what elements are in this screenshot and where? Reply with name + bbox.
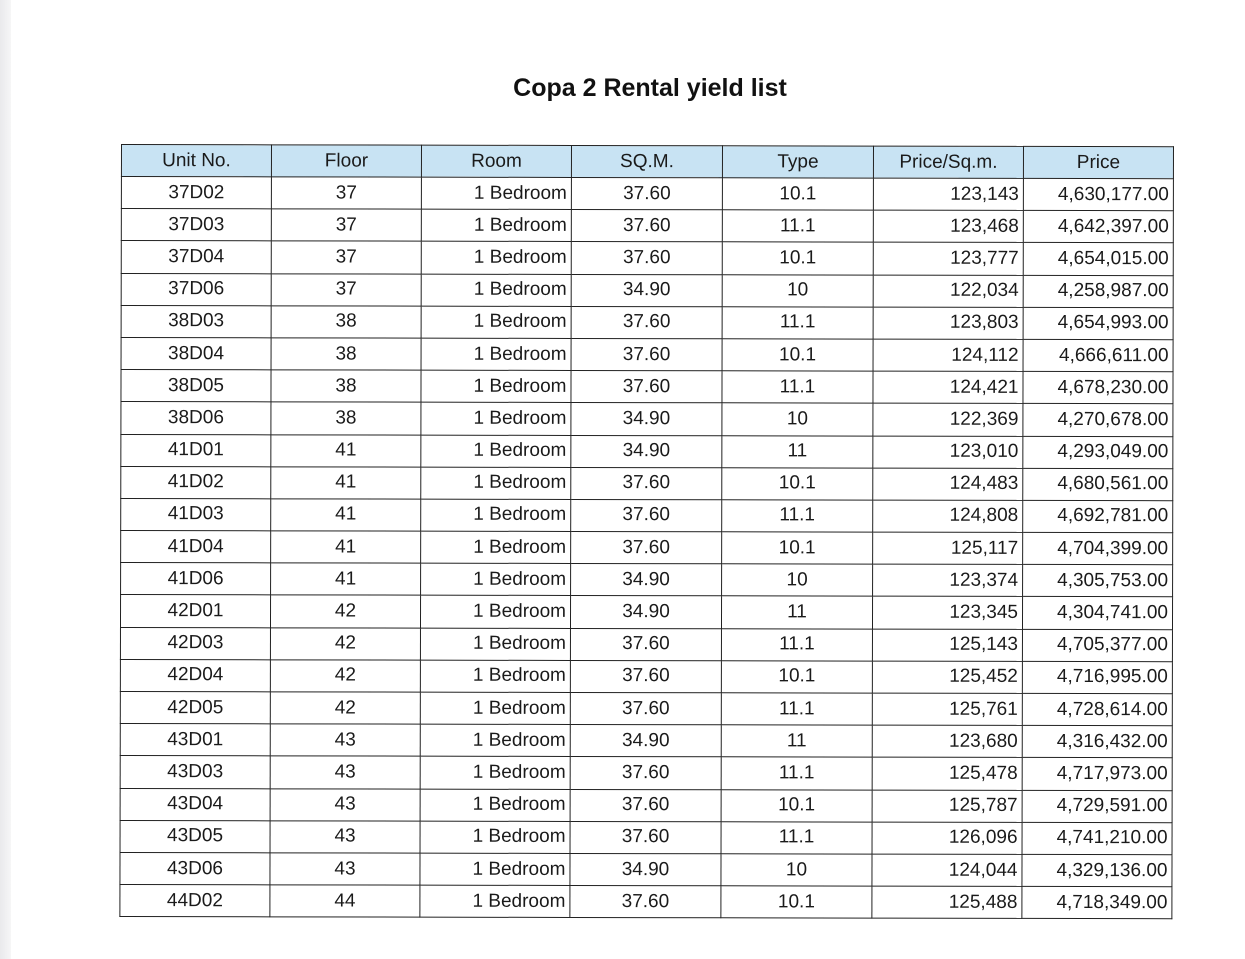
unit-no-cell: 38D04 [121, 337, 271, 370]
price-cell: 4,305,753.00 [1023, 565, 1173, 598]
floor-cell: 44 [270, 885, 420, 918]
unit-no-cell: 41D06 [121, 563, 271, 596]
unit-no-cell: 41D04 [121, 531, 271, 564]
floor-cell: 41 [271, 434, 421, 467]
price-cell: 4,270,678.00 [1023, 404, 1173, 437]
floor-cell: 43 [270, 853, 420, 886]
sqm-cell: 37.60 [571, 532, 722, 565]
price-per-sqm-cell: 124,044 [872, 854, 1022, 887]
price-per-sqm-cell: 125,452 [872, 661, 1022, 694]
price-per-sqm-cell: 123,777 [873, 242, 1023, 275]
sqm-cell: 37.60 [570, 821, 721, 854]
price-per-sqm-cell: 125,143 [872, 629, 1022, 662]
price-cell: 4,728,614.00 [1022, 693, 1172, 726]
sqm-cell: 37.60 [570, 886, 721, 919]
unit-no-cell: 43D04 [120, 788, 270, 821]
unit-no-cell: 43D03 [120, 756, 270, 789]
price-per-sqm-cell: 123,143 [873, 178, 1023, 211]
price-per-sqm-cell: 124,421 [873, 371, 1023, 404]
table-row [121, 563, 1173, 597]
price-per-sqm-cell: 123,803 [873, 307, 1023, 340]
table-row [121, 337, 1173, 371]
price-per-sqm-cell: 123,468 [873, 210, 1023, 243]
unit-no-cell: 42D03 [120, 627, 270, 660]
floor-cell: 42 [270, 595, 420, 628]
table-row [121, 177, 1173, 211]
floor-cell: 41 [271, 499, 421, 532]
table-row [120, 852, 1172, 886]
floor-cell: 38 [271, 370, 421, 403]
table-row [121, 305, 1173, 339]
type-cell: 11.1 [721, 628, 872, 661]
type-cell: 10.1 [721, 789, 872, 822]
room-cell: 1 Bedroom [420, 853, 570, 886]
table-row [120, 691, 1172, 725]
header-type: Type [722, 146, 873, 178]
table-row [121, 434, 1173, 468]
type-cell: 11.1 [721, 693, 872, 726]
floor-cell: 37 [271, 177, 421, 210]
sqm-cell: 37.60 [571, 338, 722, 371]
price-cell: 4,692,781.00 [1023, 500, 1173, 533]
price-cell: 4,654,015.00 [1023, 243, 1173, 276]
price-cell: 4,642,397.00 [1023, 211, 1173, 244]
sqm-cell: 37.60 [571, 306, 722, 339]
table-row [121, 209, 1173, 243]
type-cell: 11.1 [722, 371, 873, 404]
floor-cell: 38 [271, 306, 421, 339]
price-per-sqm-cell: 125,117 [873, 532, 1023, 565]
price-cell: 4,654,993.00 [1023, 307, 1173, 340]
price-per-sqm-cell: 122,369 [873, 403, 1023, 436]
sqm-cell: 37.60 [570, 757, 721, 790]
unit-no-cell: 42D01 [120, 595, 270, 628]
sqm-cell: 34.90 [570, 853, 721, 886]
price-cell: 4,630,177.00 [1023, 178, 1173, 211]
price-cell: 4,717,973.00 [1022, 758, 1172, 791]
price-per-sqm-cell: 124,483 [873, 468, 1023, 501]
page-left-edge [0, 0, 11, 959]
floor-cell: 42 [270, 692, 420, 725]
unit-no-cell: 42D05 [120, 691, 270, 724]
price-cell: 4,729,591.00 [1022, 790, 1172, 823]
sqm-cell: 34.90 [571, 403, 722, 436]
room-cell: 1 Bedroom [421, 402, 571, 435]
unit-no-cell: 38D06 [121, 402, 271, 435]
room-cell: 1 Bedroom [421, 242, 571, 275]
table-row [120, 885, 1172, 919]
price-per-sqm-cell: 123,680 [872, 725, 1022, 758]
sqm-cell: 34.90 [570, 596, 721, 629]
room-cell: 1 Bedroom [420, 628, 570, 661]
price-per-sqm-cell: 123,010 [873, 436, 1023, 469]
type-cell: 10.1 [721, 661, 872, 694]
sqm-cell: 37.60 [570, 660, 721, 693]
room-cell: 1 Bedroom [421, 370, 571, 403]
table-row [120, 724, 1172, 758]
table-row [121, 498, 1173, 532]
sqm-cell: 34.90 [571, 564, 722, 597]
type-cell: 11 [721, 725, 872, 758]
room-cell: 1 Bedroom [421, 209, 571, 242]
room-cell: 1 Bedroom [420, 757, 570, 790]
table-row [121, 402, 1173, 436]
sqm-cell: 37.60 [571, 467, 722, 500]
table-row [121, 241, 1173, 275]
floor-cell: 42 [270, 627, 420, 660]
floor-cell: 37 [271, 209, 421, 242]
sqm-cell: 37.60 [570, 628, 721, 661]
type-cell: 11.1 [722, 210, 873, 243]
room-cell: 1 Bedroom [420, 692, 570, 725]
price-cell: 4,304,741.00 [1022, 597, 1172, 630]
unit-no-cell: 43D01 [120, 724, 270, 757]
type-cell: 10 [722, 274, 873, 307]
price-cell: 4,680,561.00 [1023, 468, 1173, 501]
unit-no-cell: 42D04 [120, 659, 270, 692]
room-cell: 1 Bedroom [421, 435, 571, 468]
type-cell: 10 [722, 564, 873, 597]
unit-no-cell: 37D04 [121, 241, 271, 274]
table-row [120, 627, 1172, 661]
sqm-cell: 37.60 [571, 177, 722, 210]
floor-cell: 43 [270, 821, 420, 854]
type-cell: 11 [721, 596, 872, 629]
price-per-sqm-cell: 123,374 [873, 564, 1023, 597]
table-row [120, 820, 1172, 854]
price-per-sqm-cell: 122,034 [873, 275, 1023, 308]
table-row [120, 788, 1172, 822]
table-row [120, 756, 1172, 790]
table-row [121, 273, 1173, 307]
type-cell: 11.1 [721, 822, 872, 855]
table-row [121, 370, 1173, 404]
unit-no-cell: 38D03 [121, 305, 271, 338]
price-cell: 4,705,377.00 [1022, 629, 1172, 662]
sqm-cell: 37.60 [571, 242, 722, 275]
document-title: Copa 2 Rental yield list [513, 74, 787, 102]
type-cell: 10.1 [722, 242, 873, 275]
floor-cell: 37 [271, 273, 421, 306]
floor-cell: 41 [271, 531, 421, 564]
type-cell: 11.1 [722, 307, 873, 340]
unit-no-cell: 38D05 [121, 370, 271, 403]
room-cell: 1 Bedroom [421, 531, 571, 564]
sqm-cell: 37.60 [571, 210, 722, 243]
price-cell: 4,293,049.00 [1023, 436, 1173, 469]
price-cell: 4,316,432.00 [1022, 726, 1172, 759]
type-cell: 10.1 [722, 339, 873, 372]
floor-cell: 37 [271, 241, 421, 274]
unit-no-cell: 41D02 [121, 466, 271, 499]
room-cell: 1 Bedroom [420, 660, 570, 693]
price-per-sqm-cell: 125,488 [872, 886, 1022, 919]
room-cell: 1 Bedroom [420, 821, 570, 854]
table-header-row [121, 145, 1173, 179]
unit-no-cell: 41D01 [121, 434, 271, 467]
room-cell: 1 Bedroom [421, 338, 571, 371]
type-cell: 11.1 [722, 500, 873, 533]
room-cell: 1 Bedroom [421, 563, 571, 596]
floor-cell: 38 [271, 402, 421, 435]
unit-no-cell: 37D03 [121, 209, 271, 242]
room-cell: 1 Bedroom [421, 306, 571, 339]
price-cell: 4,716,995.00 [1022, 661, 1172, 694]
table-row [121, 531, 1173, 565]
price-cell: 4,678,230.00 [1023, 372, 1173, 405]
floor-cell: 42 [270, 660, 420, 693]
room-cell: 1 Bedroom [421, 467, 571, 500]
sqm-cell: 34.90 [571, 435, 722, 468]
room-cell: 1 Bedroom [421, 274, 571, 307]
sqm-cell: 37.60 [570, 692, 721, 725]
table-row [121, 466, 1173, 500]
price-cell: 4,258,987.00 [1023, 275, 1173, 308]
sqm-cell: 37.60 [570, 789, 721, 822]
floor-cell: 43 [270, 756, 420, 789]
type-cell: 10.1 [722, 467, 873, 500]
header-price: Price [1023, 146, 1173, 178]
table-row [120, 595, 1172, 629]
rental-yield-table [119, 144, 1174, 920]
type-cell: 10.1 [722, 178, 873, 211]
unit-no-cell: 41D03 [121, 498, 271, 531]
unit-no-cell: 37D06 [121, 273, 271, 306]
type-cell: 11.1 [721, 757, 872, 790]
header-price-per-sqm: Price/Sq.m. [873, 146, 1023, 178]
unit-no-cell: 37D02 [121, 177, 271, 210]
room-cell: 1 Bedroom [420, 724, 570, 757]
price-cell: 4,718,349.00 [1022, 887, 1172, 920]
header-room: Room [421, 145, 571, 177]
price-per-sqm-cell: 125,787 [872, 790, 1022, 823]
type-cell: 10 [722, 403, 873, 436]
price-per-sqm-cell: 125,478 [872, 757, 1022, 790]
floor-cell: 38 [271, 338, 421, 371]
table-body [120, 177, 1174, 920]
room-cell: 1 Bedroom [420, 596, 570, 629]
unit-no-cell: 44D02 [120, 885, 270, 918]
price-per-sqm-cell: 126,096 [872, 822, 1022, 855]
header-floor: Floor [271, 145, 421, 177]
floor-cell: 43 [270, 788, 420, 821]
price-cell: 4,704,399.00 [1023, 532, 1173, 565]
type-cell: 11 [722, 435, 873, 468]
type-cell: 10.1 [722, 532, 873, 565]
floor-cell: 43 [270, 724, 420, 757]
floor-cell: 41 [271, 563, 421, 596]
type-cell: 10.1 [721, 886, 872, 919]
type-cell: 10 [721, 854, 872, 887]
room-cell: 1 Bedroom [421, 499, 571, 532]
price-per-sqm-cell: 125,761 [872, 693, 1022, 726]
sqm-cell: 37.60 [571, 371, 722, 404]
price-per-sqm-cell: 123,345 [872, 597, 1022, 630]
unit-no-cell: 43D05 [120, 820, 270, 853]
price-per-sqm-cell: 124,808 [873, 500, 1023, 533]
price-cell: 4,329,136.00 [1022, 854, 1172, 887]
room-cell: 1 Bedroom [420, 789, 570, 822]
header-unit-no: Unit No. [121, 145, 271, 177]
unit-no-cell: 43D06 [120, 852, 270, 885]
price-cell: 4,741,210.00 [1022, 822, 1172, 855]
sqm-cell: 34.90 [571, 274, 722, 307]
floor-cell: 41 [271, 467, 421, 500]
room-cell: 1 Bedroom [421, 177, 571, 210]
sqm-cell: 37.60 [571, 499, 722, 532]
price-cell: 4,666,611.00 [1023, 339, 1173, 372]
sqm-cell: 34.90 [570, 725, 721, 758]
table-row [120, 659, 1172, 693]
price-per-sqm-cell: 124,112 [873, 339, 1023, 372]
header-sqm: SQ.M. [571, 145, 722, 177]
room-cell: 1 Bedroom [420, 885, 570, 918]
